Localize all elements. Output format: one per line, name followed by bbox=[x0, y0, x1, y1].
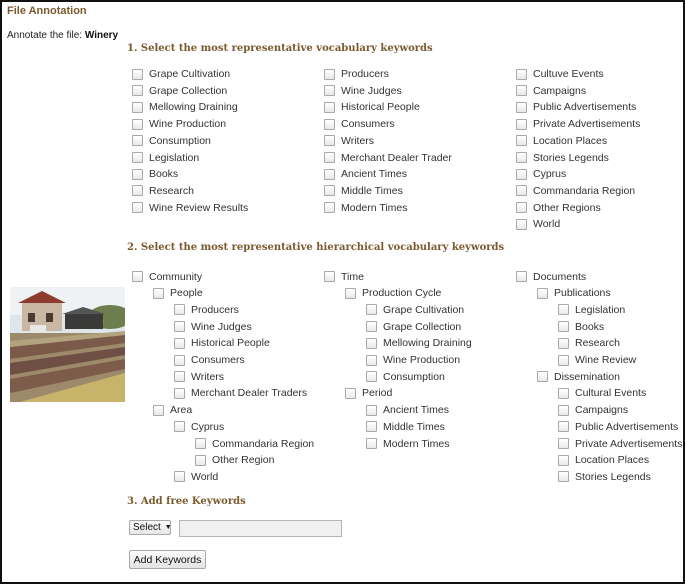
chevron-down-icon: ▼ bbox=[164, 524, 172, 531]
checkbox-label: Historical People bbox=[191, 337, 270, 350]
checkbox-label: Wine Production bbox=[383, 354, 461, 366]
checkbox[interactable] bbox=[345, 288, 356, 299]
keyword-option-mellowing-draining[interactable] bbox=[366, 336, 472, 350]
checkbox-label: Historical People bbox=[341, 101, 420, 114]
checkbox[interactable] bbox=[516, 102, 527, 113]
keyword-option-campaigns[interactable] bbox=[516, 84, 586, 98]
checkbox-label: Cultural Events bbox=[575, 387, 647, 400]
keyword-option-stories-legends[interactable] bbox=[558, 470, 651, 484]
keyword-option-area[interactable] bbox=[153, 403, 192, 417]
keyword-option-books[interactable] bbox=[132, 167, 178, 181]
checkbox[interactable] bbox=[516, 69, 527, 80]
checkbox[interactable] bbox=[558, 304, 569, 315]
keyword-option-location-places[interactable] bbox=[516, 134, 607, 148]
keyword-option-research[interactable] bbox=[558, 336, 620, 350]
checkbox-label: World bbox=[191, 470, 219, 483]
keyword-option-wine-review-results[interactable] bbox=[132, 201, 248, 215]
checkbox[interactable] bbox=[366, 371, 377, 382]
keyword-option-research[interactable] bbox=[132, 184, 194, 198]
checkbox[interactable] bbox=[366, 405, 377, 416]
keyword-option-wine-production[interactable] bbox=[366, 353, 460, 367]
checkbox-label: Grape Cultivation bbox=[383, 303, 465, 316]
checkbox[interactable] bbox=[558, 471, 569, 482]
keyword-option-legislation[interactable] bbox=[558, 303, 625, 317]
checkbox-label: Stories Legends bbox=[533, 151, 609, 164]
checkbox-label: Books bbox=[149, 168, 179, 181]
section3-heading: 3. Add free Keywords bbox=[127, 496, 246, 507]
checkbox-label: Dissemination bbox=[554, 370, 620, 383]
checkbox[interactable] bbox=[558, 421, 569, 432]
keyword-option-grape-cultivation[interactable] bbox=[132, 67, 230, 81]
section1-heading: 1. Select the most representative vocabulary keywords bbox=[127, 43, 433, 54]
page-title: File Annotation bbox=[7, 5, 87, 17]
checkbox-label: Campaigns bbox=[533, 84, 587, 97]
checkbox-label: Consumers bbox=[191, 354, 245, 366]
checkbox-label: Documents bbox=[533, 270, 587, 283]
keyword-option-consumers[interactable] bbox=[174, 353, 245, 367]
checkbox-label: Private Advertisements bbox=[575, 437, 683, 450]
keyword-option-community[interactable] bbox=[132, 270, 202, 284]
keyword-option-period[interactable] bbox=[345, 386, 392, 400]
checkbox[interactable] bbox=[174, 371, 185, 382]
checkbox-label: Campaigns bbox=[575, 404, 629, 417]
keyword-option-other-region[interactable] bbox=[195, 453, 274, 467]
checkbox[interactable] bbox=[324, 135, 335, 146]
keyword-option-dissemination[interactable] bbox=[537, 370, 620, 384]
checkbox[interactable] bbox=[558, 388, 569, 399]
checkbox-label: Wine Review Results bbox=[149, 201, 249, 214]
checkbox[interactable] bbox=[516, 119, 527, 130]
checkbox[interactable] bbox=[174, 355, 185, 366]
checkbox[interactable] bbox=[324, 185, 335, 196]
checkbox-label: Modern Times bbox=[341, 201, 408, 214]
keyword-option-location-places[interactable] bbox=[558, 453, 649, 467]
checkbox[interactable] bbox=[366, 321, 377, 332]
checkbox[interactable] bbox=[174, 471, 185, 482]
checkbox-label: Merchant Dealer Trader bbox=[341, 151, 452, 164]
checkbox[interactable] bbox=[558, 455, 569, 466]
keyword-option-other-regions[interactable] bbox=[516, 201, 601, 215]
keyword-option-production-cycle[interactable] bbox=[345, 286, 441, 300]
checkbox-label: Stories Legends bbox=[575, 470, 651, 483]
checkbox[interactable] bbox=[537, 371, 548, 382]
keyword-option-public-advertisements[interactable] bbox=[516, 100, 636, 114]
checkbox-label: Public Advertisements bbox=[533, 101, 637, 114]
annotate-label: Annotate the file: bbox=[7, 30, 83, 41]
checkbox[interactable] bbox=[345, 388, 356, 399]
checkbox[interactable] bbox=[558, 321, 569, 332]
checkbox-label: Mellowing Draining bbox=[383, 337, 472, 350]
keyword-type-select[interactable] bbox=[129, 520, 171, 535]
keyword-option-modern-times[interactable] bbox=[366, 437, 450, 451]
keyword-option-private-advertisements[interactable] bbox=[516, 117, 640, 131]
checkbox-label: Books bbox=[575, 320, 605, 333]
checkbox[interactable] bbox=[324, 102, 335, 113]
checkbox-label: Location Places bbox=[575, 454, 650, 467]
free-keyword-input[interactable] bbox=[179, 520, 342, 537]
checkbox-label: Grape Collection bbox=[149, 84, 228, 97]
checkbox-label: Private Advertisements bbox=[533, 118, 641, 131]
checkbox[interactable] bbox=[132, 271, 143, 282]
keyword-option-middle-times[interactable] bbox=[366, 420, 445, 434]
checkbox-label: Period bbox=[362, 387, 393, 400]
checkbox-label: Producers bbox=[191, 303, 239, 316]
checkbox-label: Cyprus bbox=[191, 420, 225, 433]
keyword-option-consumption[interactable] bbox=[366, 370, 445, 384]
keyword-option-commandaria-region[interactable] bbox=[195, 437, 314, 451]
checkbox-label: Consumption bbox=[149, 134, 211, 147]
checkbox-label: Consumption bbox=[383, 370, 445, 383]
keyword-option-ancient-times[interactable] bbox=[324, 167, 407, 181]
keyword-option-cyprus[interactable] bbox=[174, 420, 224, 434]
keyword-option-writers[interactable] bbox=[324, 134, 374, 148]
checkbox[interactable] bbox=[324, 152, 335, 163]
checkbox-label: Grape Collection bbox=[383, 320, 462, 333]
checkbox[interactable] bbox=[516, 185, 527, 196]
checkbox-label: Writers bbox=[341, 134, 375, 147]
checkbox[interactable] bbox=[153, 288, 164, 299]
checkbox-label: Location Places bbox=[533, 134, 608, 147]
checkbox-label: Production Cycle bbox=[362, 287, 442, 300]
checkbox[interactable] bbox=[174, 421, 185, 432]
checkbox[interactable] bbox=[516, 219, 527, 230]
keyword-option-time[interactable] bbox=[324, 270, 364, 284]
checkbox[interactable] bbox=[324, 69, 335, 80]
checkbox-label: Ancient Times bbox=[341, 168, 407, 181]
checkbox-label: Middle Times bbox=[383, 420, 445, 433]
checkbox-label: Wine Review bbox=[575, 354, 637, 366]
checkbox-label: World bbox=[533, 218, 561, 231]
keyword-option-world[interactable] bbox=[174, 470, 218, 484]
checkbox-label: Wine Judges bbox=[191, 320, 252, 333]
keyword-option-grape-cultivation[interactable] bbox=[366, 303, 464, 317]
checkbox[interactable] bbox=[174, 304, 185, 315]
checkbox-label: Public Advertisements bbox=[575, 420, 679, 433]
keyword-option-campaigns[interactable] bbox=[558, 403, 628, 417]
keyword-option-world[interactable] bbox=[516, 217, 560, 231]
keyword-option-consumption[interactable] bbox=[132, 134, 211, 148]
checkbox[interactable] bbox=[366, 355, 377, 366]
keyword-option-cyprus[interactable] bbox=[516, 167, 566, 181]
checkbox-label: Wine Judges bbox=[341, 84, 402, 97]
checkbox[interactable] bbox=[324, 169, 335, 180]
keyword-option-documents[interactable] bbox=[516, 270, 586, 284]
checkbox[interactable] bbox=[132, 169, 143, 180]
checkbox[interactable] bbox=[516, 85, 527, 96]
keyword-option-wine-judges[interactable] bbox=[174, 320, 252, 334]
keyword-option-merchant-dealer-trader[interactable] bbox=[324, 151, 452, 165]
checkbox-label: Publications bbox=[554, 287, 611, 300]
checkbox-label: Consumers bbox=[341, 118, 395, 131]
checkbox-label: Producers bbox=[341, 68, 389, 80]
keyword-option-cultuve-events[interactable] bbox=[516, 67, 604, 81]
keyword-option-wine-production[interactable] bbox=[132, 117, 226, 131]
checkbox-label: People bbox=[170, 287, 203, 300]
keyword-option-historical-people[interactable] bbox=[174, 336, 270, 350]
checkbox-label: Research bbox=[149, 184, 194, 197]
checkbox-label: Commandaria Region bbox=[533, 184, 636, 197]
annotate-line bbox=[7, 30, 118, 41]
checkbox[interactable] bbox=[537, 288, 548, 299]
checkbox-label: Legislation bbox=[575, 303, 626, 316]
checkbox-label: Writers bbox=[191, 370, 225, 383]
section2-heading: 2. Select the most representative hierarchical vocabulary keywords bbox=[127, 242, 505, 253]
checkbox[interactable] bbox=[174, 321, 185, 332]
keyword-option-publications[interactable] bbox=[537, 286, 611, 300]
keyword-option-consumers[interactable] bbox=[324, 117, 395, 131]
checkbox-label: Community bbox=[149, 270, 203, 283]
file-name: Winery bbox=[84, 30, 119, 41]
checkbox[interactable] bbox=[366, 421, 377, 432]
keyword-option-wine-judges[interactable] bbox=[324, 84, 402, 98]
checkbox[interactable] bbox=[324, 271, 335, 282]
checkbox[interactable] bbox=[195, 455, 206, 466]
checkbox[interactable] bbox=[174, 338, 185, 349]
keyword-option-commandaria-region[interactable] bbox=[516, 184, 635, 198]
keyword-option-legislation[interactable] bbox=[132, 151, 199, 165]
select-value: Select bbox=[133, 522, 161, 533]
checkbox-label: Mellowing Draining bbox=[149, 101, 238, 114]
checkbox[interactable] bbox=[324, 85, 335, 96]
add-keywords-button[interactable]: Add Keywords bbox=[129, 550, 206, 569]
keyword-option-writers[interactable] bbox=[174, 370, 224, 384]
keyword-option-ancient-times[interactable] bbox=[366, 403, 449, 417]
checkbox-label: Commandaria Region bbox=[212, 437, 315, 450]
keyword-option-books[interactable] bbox=[558, 320, 604, 334]
keyword-option-stories-legends[interactable] bbox=[516, 151, 609, 165]
keyword-option-public-advertisements[interactable] bbox=[558, 420, 678, 434]
checkbox-label: Other Regions bbox=[533, 201, 601, 214]
checkbox-label: Wine Production bbox=[149, 118, 227, 131]
keyword-option-middle-times[interactable] bbox=[324, 184, 403, 198]
keyword-option-historical-people[interactable] bbox=[324, 100, 420, 114]
checkbox[interactable] bbox=[558, 405, 569, 416]
checkbox[interactable] bbox=[132, 135, 143, 146]
checkbox[interactable] bbox=[132, 85, 143, 96]
checkbox[interactable] bbox=[324, 202, 335, 213]
checkbox-label: Research bbox=[575, 337, 620, 350]
keyword-option-grape-collection[interactable] bbox=[366, 320, 461, 334]
keyword-option-producers[interactable] bbox=[174, 303, 239, 317]
checkbox-label: Other Region bbox=[212, 454, 275, 467]
checkbox[interactable] bbox=[366, 338, 377, 349]
checkbox[interactable] bbox=[516, 135, 527, 146]
checkbox[interactable] bbox=[132, 152, 143, 163]
keyword-option-grape-collection[interactable] bbox=[132, 84, 227, 98]
checkbox-label: Time bbox=[341, 270, 364, 283]
checkbox[interactable] bbox=[558, 338, 569, 349]
checkbox[interactable] bbox=[516, 152, 527, 163]
checkbox[interactable] bbox=[366, 438, 377, 449]
checkbox-label: Ancient Times bbox=[383, 404, 449, 417]
checkbox[interactable] bbox=[558, 355, 569, 366]
checkbox[interactable] bbox=[132, 202, 143, 213]
checkbox[interactable] bbox=[516, 169, 527, 180]
keyword-option-cultural-events[interactable] bbox=[558, 386, 646, 400]
keyword-option-mellowing-draining[interactable] bbox=[132, 100, 238, 114]
keyword-option-people[interactable] bbox=[153, 286, 203, 300]
checkbox-label: Middle Times bbox=[341, 184, 403, 197]
checkbox[interactable] bbox=[195, 438, 206, 449]
checkbox-label: Legislation bbox=[149, 151, 200, 164]
checkbox-label: Merchant Dealer Traders bbox=[191, 387, 308, 400]
winery-photo bbox=[10, 287, 125, 402]
checkbox[interactable] bbox=[153, 405, 164, 416]
keyword-option-private-advertisements[interactable] bbox=[558, 437, 682, 451]
checkbox[interactable] bbox=[132, 185, 143, 196]
checkbox-label: Grape Cultivation bbox=[149, 68, 231, 80]
checkbox[interactable] bbox=[132, 102, 143, 113]
checkbox-label: Modern Times bbox=[383, 437, 450, 450]
checkbox[interactable] bbox=[132, 69, 143, 80]
checkbox[interactable] bbox=[324, 119, 335, 130]
keyword-option-wine-review[interactable] bbox=[558, 353, 636, 367]
checkbox[interactable] bbox=[558, 438, 569, 449]
keyword-option-merchant-dealer-traders[interactable] bbox=[174, 386, 307, 400]
winery-image-icon bbox=[10, 287, 125, 402]
checkbox[interactable] bbox=[174, 388, 185, 399]
checkbox-label: Area bbox=[170, 404, 193, 417]
checkbox[interactable] bbox=[132, 119, 143, 130]
checkbox-label: Cultuve Events bbox=[533, 68, 604, 80]
checkbox[interactable] bbox=[366, 304, 377, 315]
keyword-option-modern-times[interactable] bbox=[324, 201, 408, 215]
checkbox[interactable] bbox=[516, 202, 527, 213]
keyword-option-producers[interactable] bbox=[324, 67, 389, 81]
checkbox-label: Cyprus bbox=[533, 168, 567, 181]
checkbox[interactable] bbox=[516, 271, 527, 282]
